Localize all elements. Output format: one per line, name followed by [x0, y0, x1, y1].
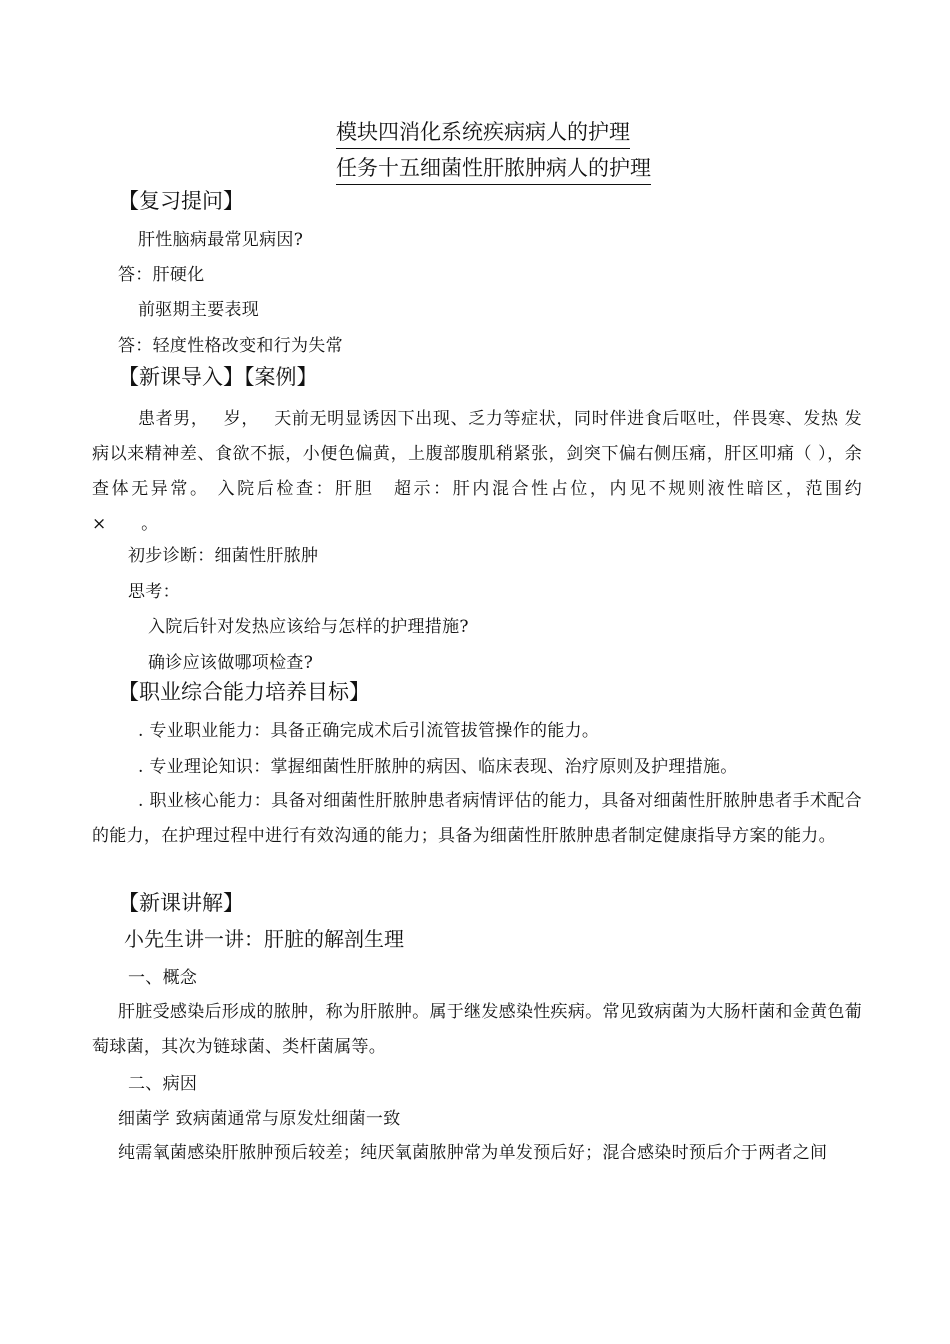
concept-paragraph: 肝脏受感染后形成的脓肿，称为肝脓肿。属于继发感染性疾病。常见致病菌为大肠杆菌和金黄色葡萄球菌，其次为链球菌、类杆菌属等。 [92, 1002, 862, 1057]
review-question-2: 前驱期主要表现 [138, 300, 260, 320]
lecture-heading: 【新课讲解】 [118, 891, 244, 915]
intro-heading: 【新课导入】【案例】 [118, 365, 318, 389]
lecture-subheading: 小先生讲一讲：肝脏的解剖生理 [124, 927, 404, 951]
cause-paragraph: 纯需氧菌感染肝脓肿预后较差；纯厌氧菌脓肿常为单发预后好；混合感染时预后介于两者之间 [118, 1143, 828, 1163]
cause-line-1: 细菌学 致病菌通常与原发灶细菌一致 [118, 1109, 401, 1129]
review-answer-2: 答：轻度性格改变和行为失常 [118, 336, 343, 356]
review-answer-1: 答：肝硬化 [118, 265, 205, 285]
initial-diagnosis: 初步诊断：细菌性肝脓肿 [128, 546, 319, 566]
goal-item-1: . 专业职业能力：具备正确完成术后引流管拔管操作的能力。 [138, 721, 600, 741]
goal-item-2: . 专业理论知识：掌握细菌性肝脓肿的病因、临床表现、治疗原则及护理措施。 [138, 757, 738, 777]
concept-title: 一、概念 [128, 968, 198, 988]
review-heading: 【复习提问】 [118, 189, 244, 213]
goal-item-3: . 职业核心能力：具备对细菌性肝脓肿患者病情评估的能力，具备对细菌性肝脓肿患者手术配合的能力，在护理过程中进行有效沟通的能力；具备为细菌性肝脓肿患者制定健康指导方案的能力。 [92, 791, 862, 846]
think-question-2: 确诊应该做哪项检查? [148, 653, 314, 673]
goals-heading: 【职业综合能力培养目标】 [118, 680, 370, 704]
case-paragraph: 患者男， 岁， 天前无明显诱因下出现、乏力等症状，同时伴进食后呕吐，伴畏寒、发热 发病以来精神差、食欲不振，小便色偏黄，上腹部腹肌稍紧张，剑突下偏右侧压痛，肝区叩痛（ ），余查体无异常。 入院后检查：肝胆 超示：肝内混合性占位，内见不规则液性暗区，范围约 × 。 [92, 409, 897, 534]
think-label: 思考： [128, 582, 180, 602]
document-title-module: 模块四消化系统疾病病人的护理 [336, 117, 630, 149]
think-question-1: 入院后针对发热应该给与怎样的护理措施? [148, 617, 469, 637]
cause-title: 二、病因 [128, 1074, 198, 1094]
review-question-1: 肝性脑病最常见病因? [138, 230, 304, 250]
document-title-task: 任务十五细菌性肝脓肿病人的护理 [336, 153, 651, 185]
